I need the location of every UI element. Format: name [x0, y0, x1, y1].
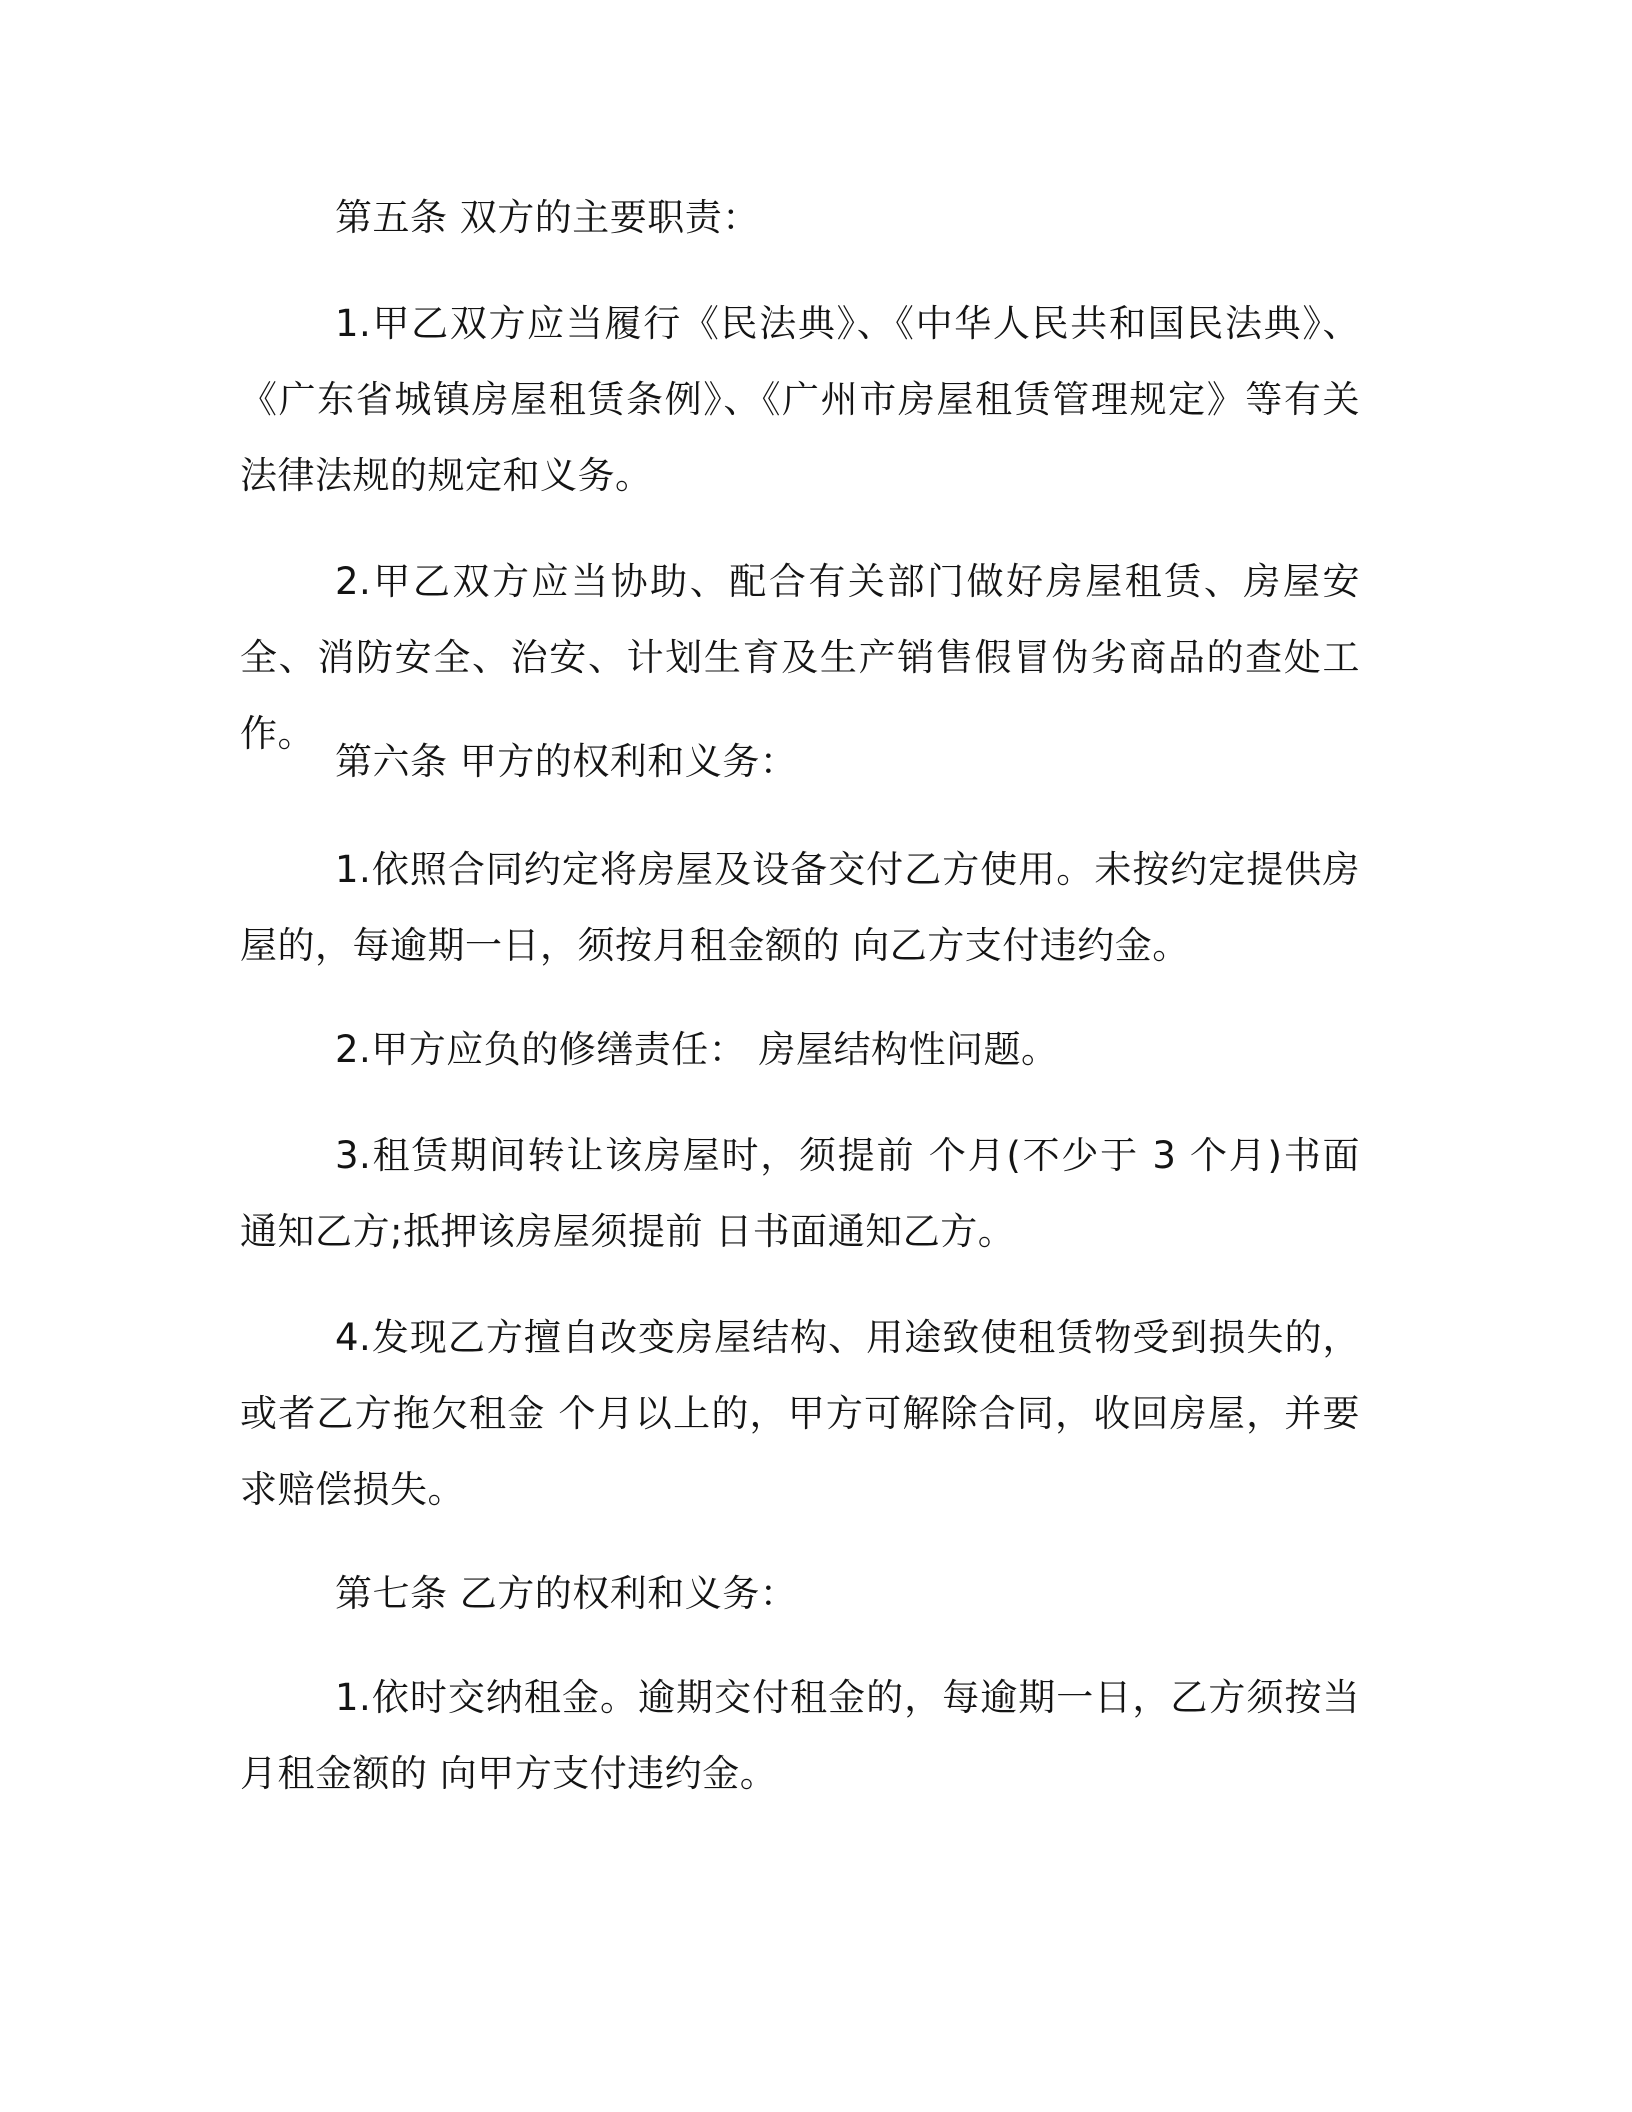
document-page	[240, 0, 1360, 2112]
article-6-item-4: 4.发现乙方擅自改变房屋结构、用途致使租赁物受到损失的，或者乙方拖欠租金 个月以上的，甲方可解除合同，收回房屋，并要求赔偿损失。	[240, 1316, 1360, 1511]
article-6-heading: 第六条 甲方的权利和义务：	[335, 740, 798, 783]
article-6-item-3: 3.租赁期间转让该房屋时，须提前 个月(不少于 3 个月)书面通知乙方;抵押该房屋须提前 日书面通知乙方。	[240, 1134, 1360, 1253]
article-5-heading: 第五条 双方的主要职责：	[335, 196, 760, 239]
article-5-item-1: 1.甲乙双方应当履行《民法典》、《中华人民共和国民法典》、《广东省城镇房屋租赁条例》、《广州市房屋租赁管理规定》等有关法律法规的规定和义务。	[240, 302, 1360, 497]
article-7-heading: 第七条 乙方的权利和义务：	[335, 1572, 798, 1615]
article-7-item-1: 1.依时交纳租金。逾期交付租金的，每逾期一日，乙方须按当月租金额的 向甲方支付违约金。	[240, 1676, 1360, 1795]
article-5-item-2: 2.甲乙双方应当协助、配合有关部门做好房屋租赁、房屋安全、消防安全、治安、计划生育及生产销售假冒伪劣商品的查处工作。	[240, 560, 1360, 755]
article-6-item-2: 2.甲方应负的修缮责任： 房屋结构性问题。	[335, 1028, 1059, 1071]
article-6-item-1: 1.依照合同约定将房屋及设备交付乙方使用。未按约定提供房屋的，每逾期一日，须按月租金额的 向乙方支付违约金。	[240, 848, 1360, 967]
